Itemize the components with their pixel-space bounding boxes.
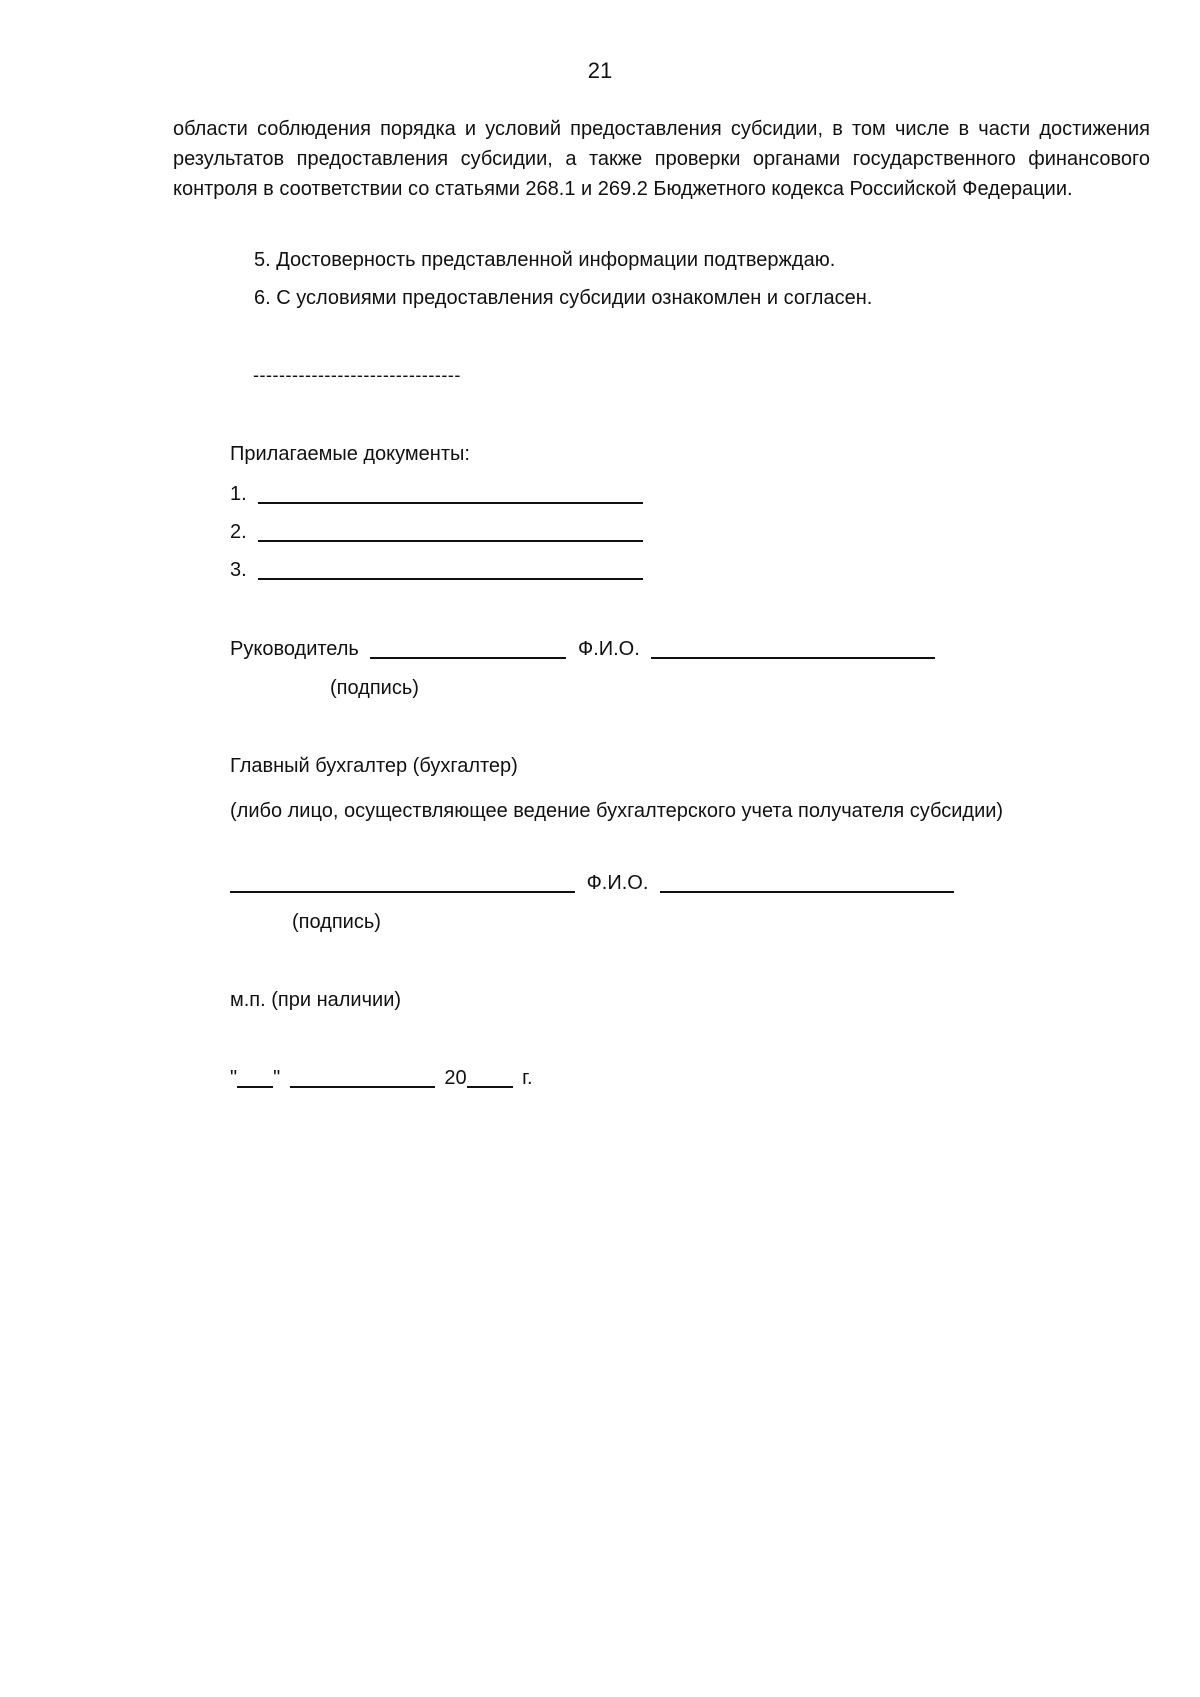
- director-fio-blank[interactable]: [651, 637, 935, 659]
- stamp-note: м.п. (при наличии): [230, 989, 402, 1011]
- director-signature-caption: (подпись): [330, 677, 419, 699]
- director-row: [230, 637, 935, 661]
- date-month-blank[interactable]: [290, 1066, 435, 1088]
- attachment-blank-3[interactable]: [258, 558, 643, 580]
- date-quote-close: ": [273, 1067, 281, 1089]
- attachment-row-3: [230, 558, 643, 582]
- attachment-row-1: [230, 482, 643, 506]
- page-number: 21: [587, 58, 613, 83]
- attachment-blank-1[interactable]: [258, 482, 643, 504]
- director-fio-label: Ф.И.О.: [577, 638, 640, 660]
- separator-dashes: --------------------------------: [253, 365, 461, 385]
- item-6: 6. С условиями предоставления субсидии ознакомлен и согласен.: [254, 287, 873, 309]
- accountant-row: [230, 871, 954, 895]
- date-row: [230, 1066, 533, 1090]
- accountant-note: (либо лицо, осуществляющее ведение бухгалтерского учета получателя субсидии): [230, 800, 1004, 822]
- accountant-fio-blank[interactable]: [660, 871, 954, 893]
- attachment-number: 1.: [230, 483, 247, 505]
- accountant-signature-caption: (подпись): [292, 911, 381, 933]
- date-day-blank[interactable]: [237, 1066, 273, 1088]
- date-year-suffix: г.: [522, 1067, 533, 1089]
- date-year-prefix: 20: [444, 1067, 467, 1089]
- date-quote-open: ": [230, 1067, 238, 1089]
- attachment-number: 2.: [230, 521, 247, 543]
- intro-paragraph: области соблюдения порядка и условий предоставления субсидии, в том числе в части достижения результатов предоставления субсидии, а также проверки органами государственного финансового контроля в соответствии со статьями 268.1 и 269.2 Бюджетного кодекса Российской Федерации.: [173, 118, 1150, 200]
- attachments-heading: Прилагаемые документы:: [230, 443, 470, 465]
- director-signature-blank[interactable]: [370, 637, 566, 659]
- attachment-row-2: [230, 520, 643, 544]
- attachment-blank-2[interactable]: [258, 520, 643, 542]
- director-label: Руководитель: [230, 638, 359, 660]
- accountant-signature-blank[interactable]: [230, 871, 575, 893]
- date-year-blank[interactable]: [467, 1066, 513, 1088]
- attachment-number: 3.: [230, 559, 247, 581]
- item-5: 5. Достоверность представленной информации подтверждаю.: [254, 249, 836, 271]
- accountant-title: Главный бухгалтер (бухгалтер): [230, 755, 518, 777]
- accountant-fio-label: Ф.И.О.: [586, 872, 649, 894]
